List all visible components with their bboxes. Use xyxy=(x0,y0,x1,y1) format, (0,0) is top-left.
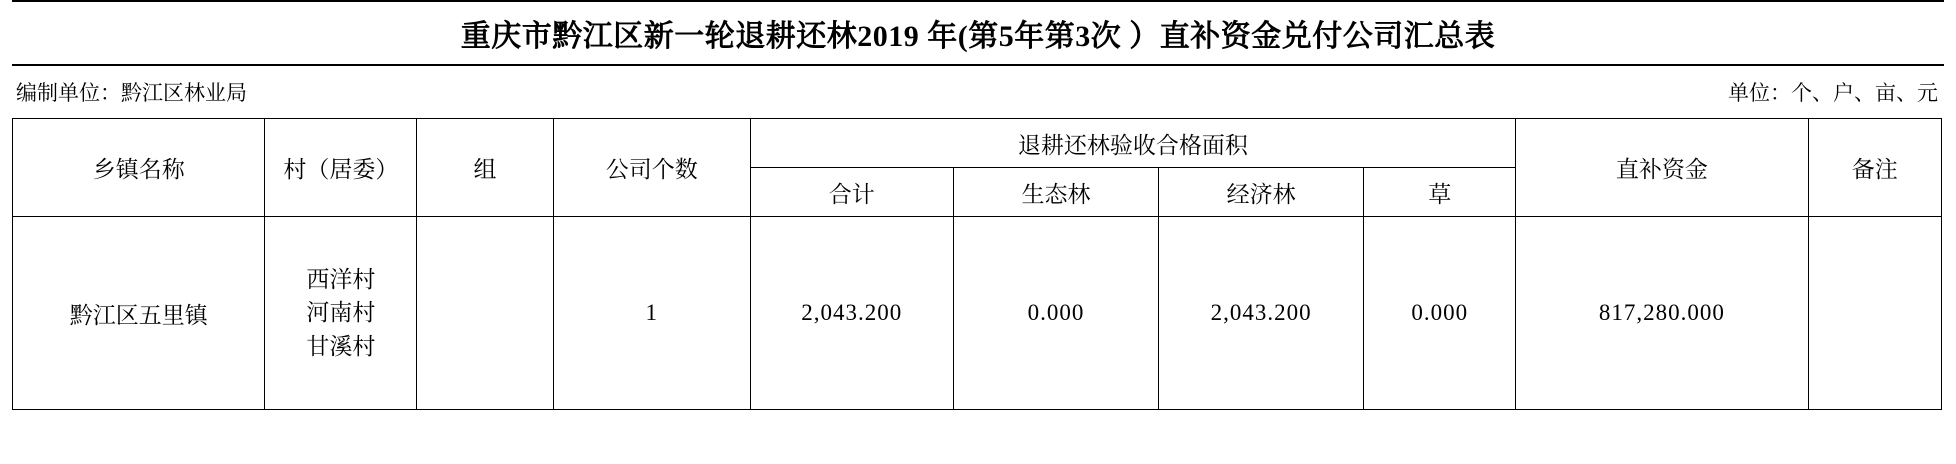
village-line: 甘溪村 xyxy=(306,333,376,359)
col-header-area-grass: 草 xyxy=(1364,168,1516,217)
unit-label: 单位：个、户、亩、元 xyxy=(1728,81,1938,105)
col-header-company-count: 公司个数 xyxy=(553,119,750,217)
cell-village xyxy=(265,217,417,410)
cell-remark xyxy=(1808,217,1941,410)
col-header-village: 村（居委） xyxy=(265,119,417,217)
col-header-group: 组 xyxy=(417,119,553,217)
cell-company-count: 1 xyxy=(553,217,750,410)
col-header-area-total: 合计 xyxy=(750,168,953,217)
cell-area-total: 2,043.200 xyxy=(750,217,953,410)
table-header-row-1 xyxy=(13,119,1942,168)
col-header-town: 乡镇名称 xyxy=(13,119,265,217)
col-header-subsidy: 直补资金 xyxy=(1516,119,1808,217)
col-header-area-eco: 生态林 xyxy=(953,168,1158,217)
meta-row xyxy=(12,66,1944,118)
cell-area-eco: 0.000 xyxy=(953,217,1158,410)
village-line: 西洋村 xyxy=(306,266,376,292)
cell-area-grass: 0.000 xyxy=(1364,217,1516,410)
col-header-area-group: 退耕还林验收合格面积 xyxy=(750,119,1515,168)
summary-table xyxy=(12,118,1942,410)
cell-town: 黔江区五里镇 xyxy=(13,217,265,410)
col-header-area-econ: 经济林 xyxy=(1159,168,1364,217)
col-header-remark: 备注 xyxy=(1808,119,1941,217)
compiler-label: 编制单位：黔江区林业局 xyxy=(16,81,247,105)
cell-group xyxy=(417,217,553,410)
title-band xyxy=(12,0,1944,66)
cell-subsidy: 817,280.000 xyxy=(1516,217,1808,410)
page-title: 重庆市黔江区新一轮退耕还林2019 年(第5年第3次 ）直补资金兑付公司汇总表 xyxy=(460,20,1496,53)
village-line: 河南村 xyxy=(306,300,376,326)
table-row xyxy=(13,217,1942,410)
cell-area-econ: 2,043.200 xyxy=(1159,217,1364,410)
